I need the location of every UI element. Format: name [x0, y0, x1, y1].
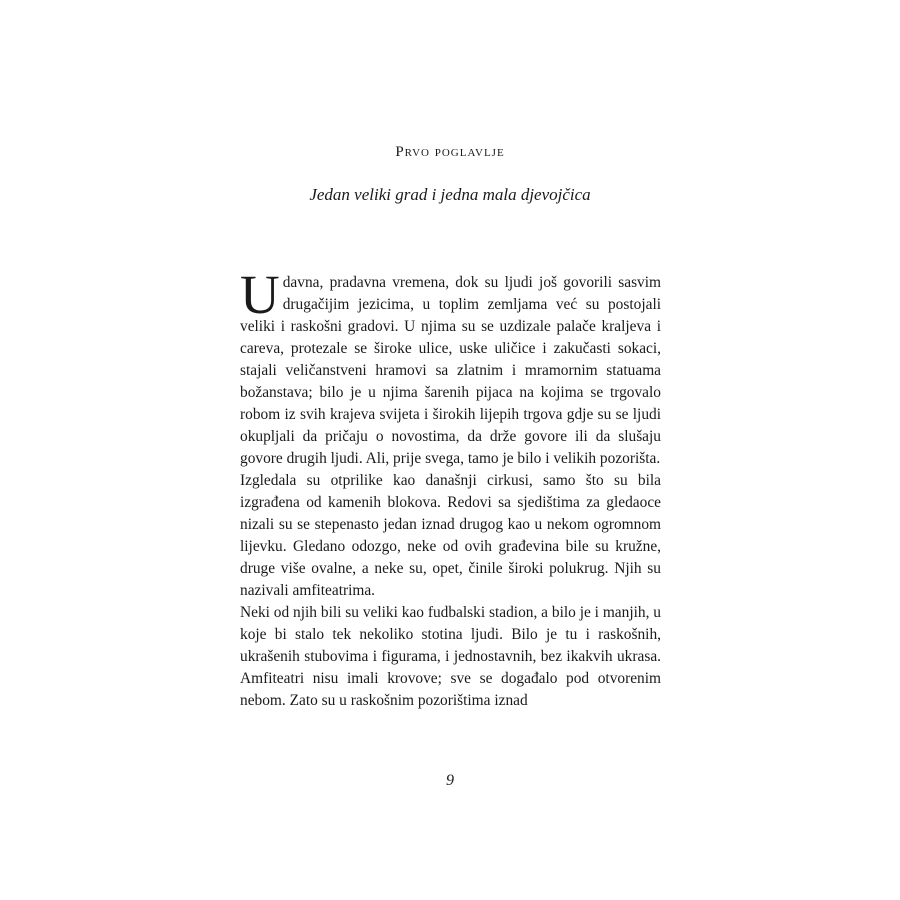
page-number: 9	[446, 772, 454, 789]
body-text	[240, 264, 661, 712]
paragraph-1	[240, 264, 661, 470]
drop-cap: U	[240, 264, 280, 325]
chapter-title: Jedan veliki grad i jedna mala djevojčica	[309, 185, 591, 204]
paragraph-3: Neki od njih bili su veliki kao fudbalski stadion, a bilo je i manjih, u koje bi stalo tek nekoliko stotina ljudi. Bilo je tu i raskošnih, ukrašenih stubovima i figurama, i jednostavnih, bez ikakvih ukrasa. Amfiteatri nisu imali krovove; sve se događalo pod otvorenim nebom. Zato su u raskošnim pozorištima iznad	[240, 604, 661, 709]
chapter-label: Prvo poglavlje	[395, 144, 505, 160]
paragraph-2: Izgledala su otprilike kao današnji cirkusi, samo što su bila izgrađena od kamenih blokova. Redovi sa sjedištima za gledaoce nizali su se stepenasto jedan iznad drugog kao u nekom ogromnom lijevku. Gledano odozgo, neke od ovih građevina bile su kružne, druge više ovalne, a neke su, opet, činile široki polukrug. Njih su nazivali amfiteatrima.	[240, 472, 661, 599]
paragraph-1-text: davna, pradavna vremena, dok su ljudi još govorili sasvim drugačijim jezicima, u toplim zemljama već su postojali veliki i raskošni gradovi. U njima su se uzdizale palače kraljeva i careva, protezale se široke ulice, uske uličice i zakučasti sokaci, stajali veličanstveni hramovi sa zlatnim i mramornim statuama božanstava; bilo je u njima šarenih pijaca na kojima se trgovalo robom iz svih krajeva svijeta i širokih lijepih trgova gdje su se ljudi okupljali da pričaju o novostima, da drže govore ili da slušaju govore drugih ljudi. Ali, prije svega, tamo je bilo i velikih pozorišta.	[240, 274, 661, 467]
